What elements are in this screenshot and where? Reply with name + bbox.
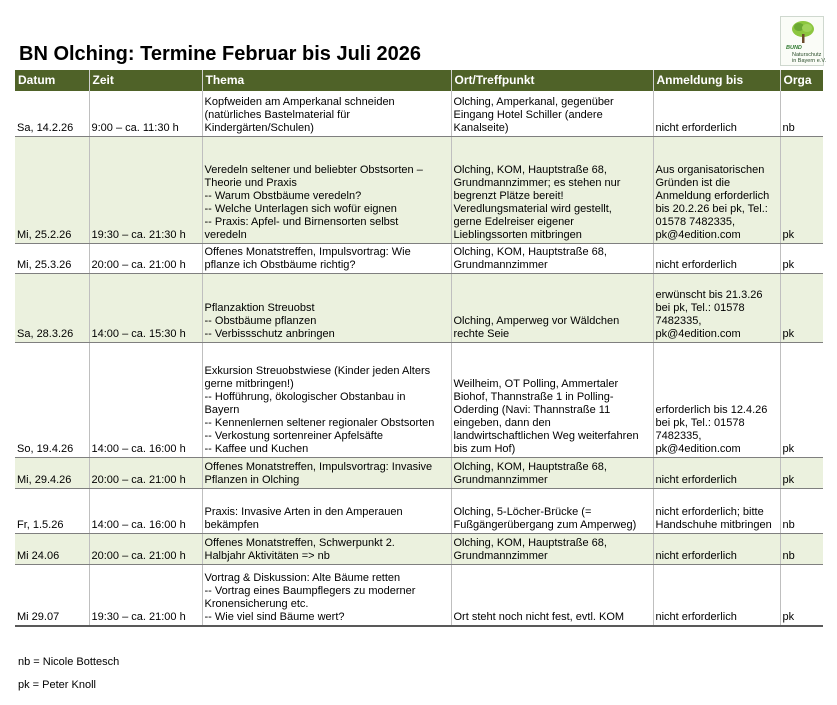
cell-anmeldung-line: Handschuhe mitbringen <box>655 518 772 531</box>
cell-thema-line: bekämpfen <box>204 518 259 531</box>
cell-thema-line: -- Obstbäume pflanzen <box>204 314 317 327</box>
cell-ort-line: Olching, 5-Löcher-Brücke (= <box>453 505 592 518</box>
cell-anmeldung-line: Gründen ist die <box>655 176 731 189</box>
header-datum: Datum <box>15 70 89 91</box>
cell-ort-line: Grundmannzimmer <box>453 549 548 562</box>
cell-anmeldung-line: 7482335, <box>655 429 702 442</box>
cell-ort-line: Olching, Amperweg vor Wäldchen <box>453 314 620 327</box>
cell-anmeldung <box>653 243 780 273</box>
cell-thema-line: pflanze ich Obstbäume richtig? <box>204 258 356 271</box>
cell-zeit: 20:00 – ca. 21:00 h <box>89 533 202 564</box>
legend-nb: nb = Nicole Bottesch <box>18 656 120 668</box>
cell-anmeldung-line: 7482335, <box>655 314 702 327</box>
cell-thema-line: Praxis: Invasive Arten in den Amperauen <box>204 505 403 518</box>
cell-zeit: 14:00 – ca. 16:00 h <box>89 342 202 457</box>
cell-anmeldung <box>653 488 780 533</box>
cell-datum: Fr, 1.5.26 <box>15 488 89 533</box>
table-row <box>15 457 823 488</box>
cell-thema-line: -- Kaffee und Kuchen <box>204 442 309 455</box>
cell-thema <box>202 533 451 564</box>
cell-thema-line: Vortrag & Diskussion: Alte Bäume retten <box>204 572 401 584</box>
cell-anmeldung <box>653 91 780 136</box>
header-ort: Ort/Treffpunkt <box>451 70 653 91</box>
cell-thema-line: Bayern <box>204 403 240 416</box>
cell-anmeldung-line: pk@4edition.com <box>655 442 741 455</box>
cell-zeit: 9:00 – ca. 11:30 h <box>89 91 202 136</box>
logo-text-2: Naturschutz <box>792 52 822 58</box>
cell-thema <box>202 342 451 457</box>
cell-ort-line: Veredlungsmaterial wird gestellt, <box>453 202 612 215</box>
cell-ort-line: Oderding (Navi: Thannstraße 11 <box>453 403 611 416</box>
table-row <box>15 243 823 273</box>
cell-thema-line: Theorie und Praxis <box>204 176 297 189</box>
cell-thema-line: gerne mitbringen!) <box>204 377 294 390</box>
cell-ort <box>451 91 653 136</box>
cell-anmeldung-line: bei pk, Tel.: 01578 <box>655 301 745 314</box>
cell-thema-line: Offenes Monatstreffen, Schwerpunkt 2. <box>204 536 395 549</box>
cell-thema-line: -- Wie viel sind Bäume wert? <box>204 611 345 623</box>
cell-zeit: 14:00 – ca. 16:00 h <box>89 488 202 533</box>
cell-thema <box>202 488 451 533</box>
cell-zeit: 20:00 – ca. 21:00 h <box>89 457 202 488</box>
cell-thema-line: (natürliches Bastelmaterial für <box>204 108 351 121</box>
cell-anmeldung-line: Anmeldung erforderlich <box>655 189 770 202</box>
cell-anmeldung-line: Aus organisatorischen <box>655 163 765 176</box>
cell-thema <box>202 243 451 273</box>
cell-anmeldung-line: erwünscht bis 21.3.26 <box>655 288 763 301</box>
cell-anmeldung <box>653 342 780 457</box>
cell-thema-line: -- Vortrag eines Baumpflegers zu moderner <box>204 585 416 597</box>
cell-thema-line: -- Welche Unterlagen sich wofür eignen <box>204 202 397 215</box>
cell-thema-line: -- Verkostung sortenreiner Apfelsäfte <box>204 429 384 442</box>
logo-text-1: BUND <box>786 45 802 51</box>
cell-thema-line: Halbjahr Aktivitäten => nb <box>204 549 330 562</box>
cell-ort-line: Biohof, Thannstraße 1 in Polling- <box>453 390 614 403</box>
cell-anmeldung-line: nicht erforderlich <box>655 549 737 562</box>
cell-orga: pk <box>780 243 823 273</box>
cell-thema <box>202 457 451 488</box>
table-row <box>15 488 823 533</box>
cell-ort <box>451 342 653 457</box>
cell-thema-line: Kopfweiden am Amperkanal schneiden <box>204 95 395 108</box>
legend-pk: pk = Peter Knoll <box>18 679 96 691</box>
cell-anmeldung-line: 01578 7482335, <box>655 215 736 228</box>
cell-anmeldung-line: nicht erforderlich <box>655 611 737 623</box>
cell-ort-line: bis zum Hof) <box>453 442 516 455</box>
logo-text-3: in Bayern e.V. <box>792 58 827 64</box>
cell-ort-line: begrenzt Plätze bereit! <box>453 189 564 202</box>
cell-ort <box>451 136 653 243</box>
cell-datum: Mi 24.06 <box>15 533 89 564</box>
cell-ort-line: Olching, KOM, Hauptstraße 68, <box>453 460 607 473</box>
cell-datum: Mi, 25.3.26 <box>15 243 89 273</box>
cell-anmeldung-line: erforderlich bis 12.4.26 <box>655 403 768 416</box>
cell-ort-line: Ort steht noch nicht fest, evtl. KOM <box>453 611 625 623</box>
cell-orga: pk <box>780 457 823 488</box>
cell-thema-line: -- Kennenlernen seltener regionaler Obstsorten <box>204 416 435 429</box>
table-row <box>15 91 823 136</box>
cell-thema-line: -- Verbissschutz anbringen <box>204 327 335 340</box>
cell-zeit: 19:30 – ca. 21:30 h <box>89 136 202 243</box>
cell-zeit: 20:00 – ca. 21:00 h <box>89 243 202 273</box>
header-orga: Orga <box>780 70 823 91</box>
cell-anmeldung-line: bis 20.2.26 bei pk, Tel.: <box>655 202 768 215</box>
cell-ort-line: Eingang Hotel Schiller (andere <box>453 108 603 121</box>
cell-anmeldung-line: pk@4edition.com <box>655 327 741 340</box>
cell-ort <box>451 273 653 342</box>
cell-datum: So, 19.4.26 <box>15 342 89 457</box>
cell-thema-line: -- Warum Obstbäume veredeln? <box>204 189 362 202</box>
header-row <box>15 70 823 91</box>
cell-ort-line: Grundmannzimmer <box>453 473 548 486</box>
cell-ort-line: Fußgängerübergang zum Amperweg) <box>453 518 637 531</box>
table-row <box>15 564 823 626</box>
cell-ort-line: Olching, KOM, Hauptstraße 68, <box>453 163 607 176</box>
cell-ort-line: Grundmannzimmer <box>453 258 548 271</box>
cell-ort-line: Olching, Amperkanal, gegenüber <box>453 95 614 108</box>
cell-anmeldung-line: nicht erforderlich <box>655 258 737 271</box>
cell-ort <box>451 457 653 488</box>
cell-thema <box>202 273 451 342</box>
table-row <box>15 342 823 457</box>
cell-thema-line: Offenes Monatstreffen, Impulsvortrag: Invasive <box>204 460 433 473</box>
cell-anmeldung-line: bei pk, Tel.: 01578 <box>655 416 745 429</box>
cell-ort-line: Olching, KOM, Hauptstraße 68, <box>453 536 607 549</box>
cell-ort-line: Kanalseite) <box>453 121 509 134</box>
cell-datum: Sa, 14.2.26 <box>15 91 89 136</box>
header-zeit: Zeit <box>89 70 202 91</box>
cell-orga: pk <box>780 342 823 457</box>
cell-ort <box>451 243 653 273</box>
cell-ort-line: eingeben, dann den <box>453 416 551 429</box>
cell-orga: pk <box>780 564 823 626</box>
cell-ort <box>451 533 653 564</box>
table-row <box>15 533 823 564</box>
cell-thema-line: Exkursion Streuobstwiese (Kinder jeden Alters <box>204 364 431 377</box>
bund-logo <box>780 16 827 66</box>
cell-zeit: 14:00 – ca. 15:30 h <box>89 273 202 342</box>
cell-ort-line: Olching, KOM, Hauptstraße 68, <box>453 245 607 258</box>
cell-thema <box>202 91 451 136</box>
cell-ort-line: Grundmannzimmer; es stehen nur <box>453 176 621 189</box>
cell-anmeldung-line: nicht erforderlich; bitte <box>655 505 764 518</box>
cell-datum: Mi 29.07 <box>15 564 89 626</box>
cell-datum: Mi, 29.4.26 <box>15 457 89 488</box>
cell-thema-line: Veredeln seltener und beliebter Obstsorten – <box>204 163 423 176</box>
header-anmeldung: Anmeldung bis <box>653 70 780 91</box>
cell-thema-line: veredeln <box>204 228 247 241</box>
cell-anmeldung-line: nicht erforderlich <box>655 473 737 486</box>
tree-icon <box>788 20 818 44</box>
events-table <box>15 70 823 627</box>
table-row <box>15 136 823 243</box>
cell-ort-line: landwirtschaftlichen Weg weiterfahren <box>453 429 639 442</box>
cell-thema-line: Kindergärten/Schulen) <box>204 121 314 134</box>
cell-thema-line: -- Hofführung, ökologischer Obstanbau in <box>204 390 406 403</box>
cell-orga: nb <box>780 488 823 533</box>
cell-anmeldung-line: pk@4edition.com <box>655 228 741 241</box>
cell-thema-line: Offenes Monatstreffen, Impulsvortrag: Wie <box>204 245 411 258</box>
cell-ort <box>451 564 653 626</box>
cell-ort-line: gerne Edelreiser eigener <box>453 215 574 228</box>
cell-zeit: 19:30 – ca. 21:00 h <box>89 564 202 626</box>
cell-orga: pk <box>780 136 823 243</box>
cell-thema <box>202 136 451 243</box>
cell-anmeldung-line: nicht erforderlich <box>655 121 737 134</box>
cell-thema-line: -- Praxis: Apfel- und Birnensorten selbst <box>204 215 399 228</box>
cell-anmeldung <box>653 457 780 488</box>
cell-orga: nb <box>780 91 823 136</box>
cell-datum: Mi, 25.2.26 <box>15 136 89 243</box>
header-thema: Thema <box>202 70 451 91</box>
cell-anmeldung <box>653 273 780 342</box>
cell-thema-line: Pflanzen in Olching <box>204 473 300 486</box>
cell-orga: pk <box>780 273 823 342</box>
cell-anmeldung <box>653 136 780 243</box>
cell-thema-line: Pflanzaktion Streuobst <box>204 301 315 314</box>
cell-ort-line: rechte Seie <box>453 327 510 340</box>
cell-orga: nb <box>780 533 823 564</box>
cell-ort-line: Lieblingssorten mitbringen <box>453 228 582 241</box>
table-row <box>15 273 823 342</box>
page-title: BN Olching: Termine Februar bis Juli 2026 <box>19 43 421 65</box>
cell-ort <box>451 488 653 533</box>
cell-thema-line: Kronensicherung etc. <box>204 598 309 610</box>
cell-datum: Sa, 28.3.26 <box>15 273 89 342</box>
cell-anmeldung <box>653 564 780 626</box>
cell-ort-line: Weilheim, OT Polling, Ammertaler <box>453 377 619 390</box>
cell-thema <box>202 564 451 626</box>
cell-anmeldung <box>653 533 780 564</box>
